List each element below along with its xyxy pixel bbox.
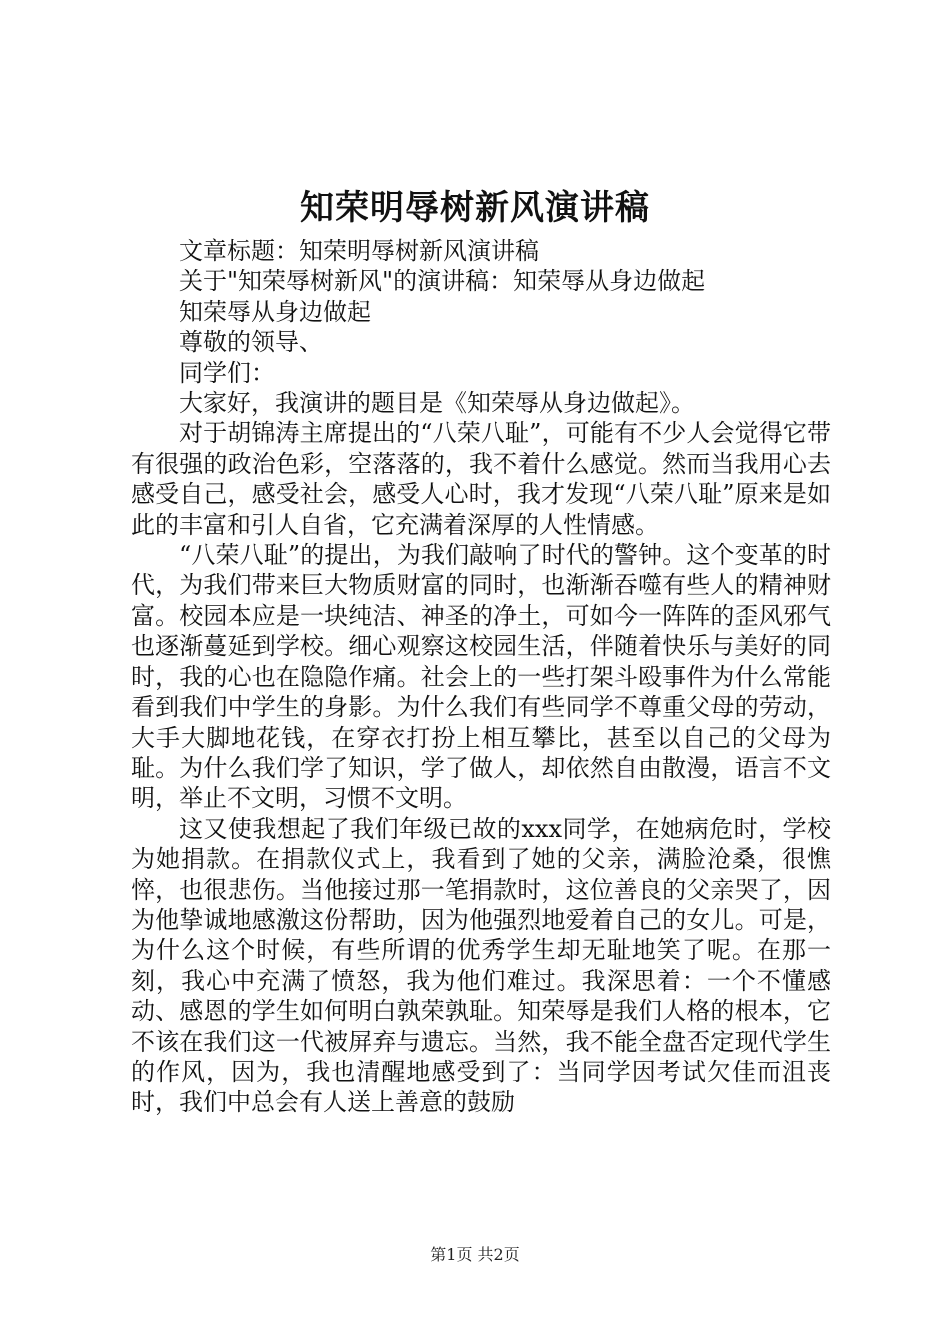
document-title: 知荣明辱树新风演讲稿 (300, 188, 650, 228)
paragraph-body-1: 对于胡锦涛主席提出的“八荣八耻”，可能有不少人会觉得它带有很强的政治色彩，空落落的，我不着什么感觉。然而当我用心去感受自己，感受社会，感受人心时，我才发现“八荣八耻”原来是如此的丰富和引人自省，它充满着深厚的人性情感。 (131, 419, 831, 539)
paragraph-salutation-students: 同学们： (179, 358, 275, 387)
paragraph-salutation-leaders: 尊敬的领导、 (179, 328, 323, 357)
page-number-footer: 第1页 共2页 (430, 1245, 520, 1264)
paragraph-body-2: “八荣八耻”的提出，为我们敲响了时代的警钟。这个变革的时代，为我们带来巨大物质财富的同时，也渐渐吞噬有些人的精神财富。校园本应是一块纯洁、神圣的净土，可如今一阵阵的歪风邪气也逐渐蔓延到学校。细心观察这校园生活，伴随着快乐与美好的同时，我的心也在隐隐作痛。社会上的一些打架斗殴事件为什么常能看到我们中学生的身影。为什么我们有些同学不尊重父母的劳动，大手大脚地花钱，在穿衣打扮上相互攀比，甚至以自己的父母为耻。为什么我们学了知识，学了做人，却依然自由散漫，语言不文明，举止不文明，习惯不文明。 (131, 541, 831, 813)
paragraph-article-title: 文章标题：知荣明辱树新风演讲稿 (179, 237, 539, 265)
document-body (131, 236, 831, 1118)
paragraph-speech-subtitle: 知荣辱从身边做起 (179, 297, 371, 326)
paragraph-body-3: 这又使我想起了我们年级已故的xxx同学，在她病危时，学校为她捐款。在捐款仪式上，我看到了她的父亲，满脸沧桑，很憔悴，也很悲伤。当他接过那一笔捐款时，这位善良的父亲哭了，因为他挚诚地感激这份帮助，因为他强烈地爱着自己的女儿。可是，为什么这个时候，有些所谓的优秀学生却无耻地笑了呢。在那一刻，我心中充满了愤怒，我为他们难过。我深思着：一个不懂感动、感恩的学生如何明白孰荣孰耻。知荣辱是我们人格的根本，它不该在我们这一代被屏弃与遗忘。当然，我不能全盘否定现代学生的作风，因为，我也清醒地感受到了：当同学因考试欠佳而沮丧时，我们中总会有人送上善意的鼓励 (131, 814, 831, 1117)
paragraph-speech-about: 关于"知荣辱树新风"的演讲稿：知荣辱从身边做起 (179, 267, 706, 296)
paragraph-greeting: 大家好，我演讲的题目是《知荣辱从身边做起》。 (179, 389, 695, 418)
